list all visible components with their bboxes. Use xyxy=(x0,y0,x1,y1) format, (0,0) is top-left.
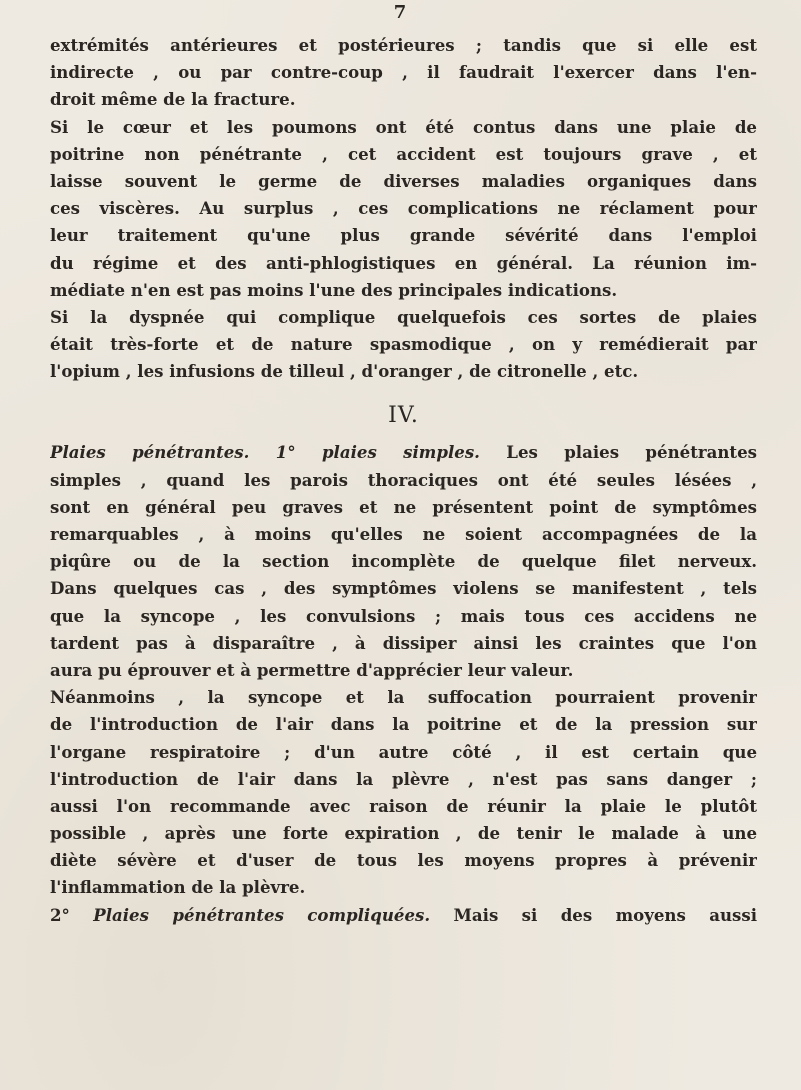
text-line: de l'introduction de l'air dans la poitrine et de la pression sur xyxy=(50,714,757,735)
text-run: Les plaies pénétrantes xyxy=(479,442,757,463)
text-run: Mais si des moyens aussi xyxy=(430,904,757,925)
text-line: ces viscères. Au surplus , ces complications ne réclament pour xyxy=(50,198,757,219)
text-line: aura pu éprouver et à permettre d'apprécier leur valeur. xyxy=(50,659,574,680)
page-number: 7 xyxy=(393,2,408,23)
text-line: du régime et des anti-phlogistiques en général. La réunion im- xyxy=(50,252,757,273)
text-line: remarquables , à moins qu'elles ne soient accompagnées de la xyxy=(50,524,757,544)
text-line: l'opium , les infusions de tilleul , d'oranger , de citronelle , etc. xyxy=(50,361,639,382)
text-line: l'organe respiratoire ; d'un autre côté , il est certain que xyxy=(50,741,757,762)
text-line: que la syncope , les convulsions ; mais tous ces accidens ne xyxy=(50,605,757,626)
text-line: l'inflammation de la plèvre. xyxy=(50,877,306,898)
text-line: Dans quelques cas , des symptômes violens se manifestent , tels xyxy=(50,578,757,599)
text-line: indirecte , ou par contre-coup , il faudrait l'exercer dans l'en- xyxy=(50,62,757,83)
text-line: leur traitement qu'une plus grande sévérité dans l'emploi xyxy=(50,225,757,246)
text-line: sont en général peu graves et ne présentent point de symptômes xyxy=(50,496,757,517)
text-line: l'introduction de l'air dans la plèvre , n'est pas sans danger ; xyxy=(50,768,757,789)
italic-subheading: Plaies pénétrantes. 1° plaies simples. xyxy=(50,442,480,463)
text-line: diète sévère et d'user de tous les moyens propres à prévenir xyxy=(50,850,757,871)
text-line: Néanmoins , la syncope et la suffocation pourraient provenir xyxy=(50,687,757,708)
italic-subheading: Plaies pénétrantes compliquées. xyxy=(69,904,431,925)
section-heading: IV. xyxy=(388,403,419,429)
text-line: extrémités antérieures et postérieures ; tandis que si elle est xyxy=(50,35,757,55)
text-line: Si la dyspnée qui complique quelquefois ces sortes de plaies xyxy=(50,306,757,327)
text-line: tardent pas à disparaître , à dissiper ainsi les craintes que l'on xyxy=(50,632,757,653)
text-line: possible , après une forte expiration , de tenir le malade à une xyxy=(50,823,757,844)
text-line: droit même de la fracture. xyxy=(50,89,296,110)
list-number: 2° xyxy=(50,904,70,925)
text-line: était très-forte et de nature spasmodique , on y remédierait par xyxy=(50,334,757,355)
text-line xyxy=(50,902,757,929)
text-line: Si le cœur et les poumons ont été contus dans une plaie de xyxy=(50,116,757,137)
text-line: poitrine non pénétrante , cet accident est toujours grave , et xyxy=(50,143,757,164)
body-text xyxy=(50,32,757,929)
text-line: aussi l'on recommande avec raison de réunir la plaie le plutôt xyxy=(50,795,757,816)
text-line: piqûre ou de la section incomplète de quelque filet nerveux. xyxy=(50,551,757,572)
text-line: simples , quand les parois thoraciques ont été seules lésées , xyxy=(50,469,757,490)
text-line: médiate n'en est pas moins l'une des principales indications. xyxy=(50,279,618,300)
text-line xyxy=(50,439,757,466)
text-line: laisse souvent le germe de diverses maladies organiques dans xyxy=(50,170,757,191)
